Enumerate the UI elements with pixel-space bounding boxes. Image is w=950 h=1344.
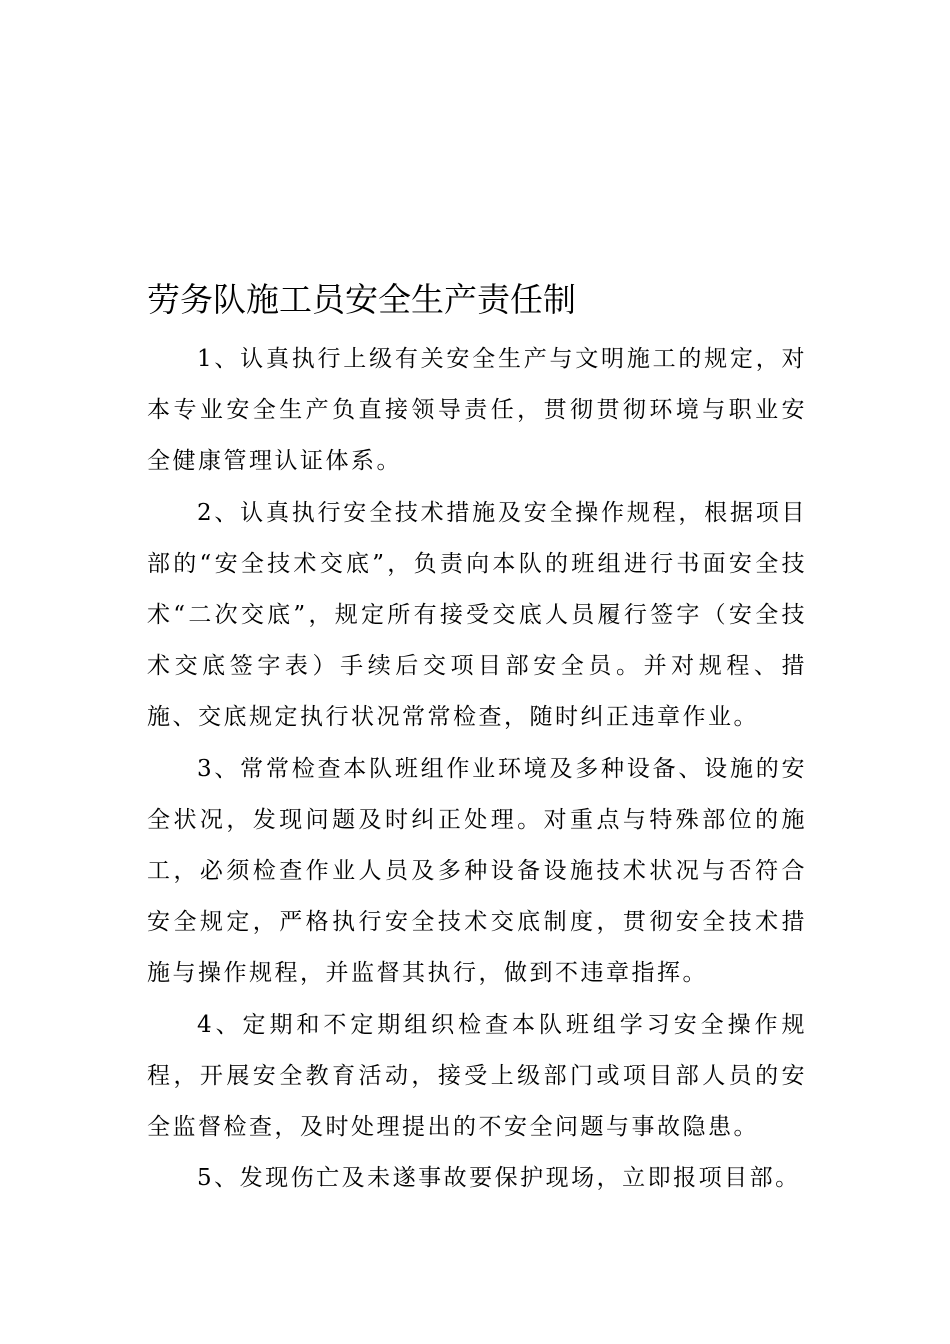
paragraph-5: 5、发现伤亡及未遂事故要保护现场，立即报项目部。 <box>197 1165 801 1192</box>
paragraph-4: 4、定期和不定期组织检查本队班组学习安全操作规程，开展安全教育活动，接受上级部门或项目部人员的安全监督检查，及时处理提出的不安全问题与事故隐患。 <box>147 1011 807 1141</box>
document-body <box>147 334 807 1204</box>
paragraph-2: 2、认真执行安全技术措施及安全操作规程，根据项目部的“安全技术交底”，负责向本队的班组进行书面安全技术“二次交底”，规定所有接受交底人员履行签字（安全技术交底签字表）手续后交项目部安全员。并对规程、措施、交底规定执行状况常常检查，随时纠正违章作业。 <box>147 499 807 731</box>
paragraph-1: 1、认真执行上级有关安全生产与文明施工的规定，对本专业安全生产负直接领导责任，贯彻贯彻环境与职业安全健康管理认证体系。 <box>147 346 807 475</box>
paragraph-3: 3、常常检查本队班组作业环境及多种设备、设施的安全状况，发现问题及时纠正处理。对重点与特殊部位的施工，必须检查作业人员及多种设备设施技术状况与否符合安全规定，严格执行安全技术交底制度，贯彻安全技术措施与操作规程，并监督其执行，做到不违章指挥。 <box>147 755 807 987</box>
document-title: 劳务队施工员安全生产责任制 <box>147 280 576 319</box>
